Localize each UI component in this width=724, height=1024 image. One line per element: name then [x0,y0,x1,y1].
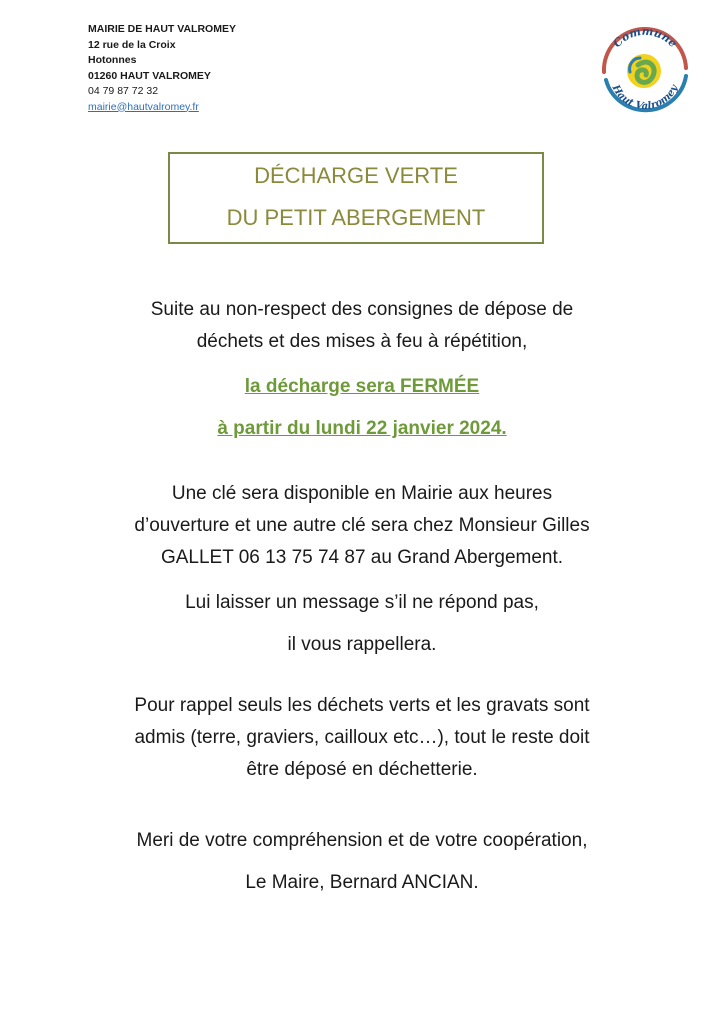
thanks-line: Meri de votre compréhension et de votre coopération, [136,830,588,851]
notice-intro [40,294,684,358]
key-info-line-1: Une clé sera disponible en Mairie aux heures [171,483,553,504]
key-info-line-4: Lui laisser un message s’il ne répond pas, [185,592,539,613]
mairie-street: 12 rue de la Croix [88,38,176,51]
intro-line-2: déchets et des mises à feu à répétition, [196,331,528,352]
closure-line: la décharge sera FERMÉE [244,376,480,397]
closing-block [40,820,684,904]
callback-info [40,582,684,666]
commune-logo-icon [594,20,696,122]
notice-title-box [168,152,544,244]
mairie-email-link[interactable]: mairie@hautvalromey.fr [88,100,199,113]
logo-bottom-text: Haut Valromey [609,83,681,113]
intro-line-1: Suite au non-respect des consignes de dépose de [150,299,574,320]
logo-top-text: Commune [610,24,680,51]
title-line-1: DÉCHARGE VERTE [254,163,458,188]
mairie-city: 01260 HAUT VALROMEY [88,69,211,82]
key-info-line-3: GALLET 06 13 75 74 87 au Grand Abergement. [160,547,564,568]
mairie-village: Hotonnes [88,54,137,66]
title-line-2: DU PETIT ABERGEMENT [226,205,486,230]
key-info-line-5: il vous rappellera. [287,634,437,655]
reminder-line-2: admis (terre, graviers, cailloux etc…), tout le reste doit [134,727,590,748]
mairie-name: MAIRIE DE HAUT VALROMEY [88,23,236,35]
mairie-address-block [88,22,236,115]
reminder-line-3: être déposé en déchetterie. [246,759,478,780]
closure-announcement [40,366,684,450]
key-info [40,478,684,574]
reminder-line-1: Pour rappel seuls les déchets verts et les gravats sont [134,695,590,716]
mairie-phone: 04 79 87 72 32 [88,85,159,97]
closure-date-line: à partir du lundi 22 janvier 2024. [217,418,507,439]
key-info-line-2: d’ouverture et une autre clé sera chez Monsieur Gilles [134,515,590,536]
signature-line: Le Maire, Bernard ANCIAN. [245,872,479,893]
reminder-block [40,690,684,786]
